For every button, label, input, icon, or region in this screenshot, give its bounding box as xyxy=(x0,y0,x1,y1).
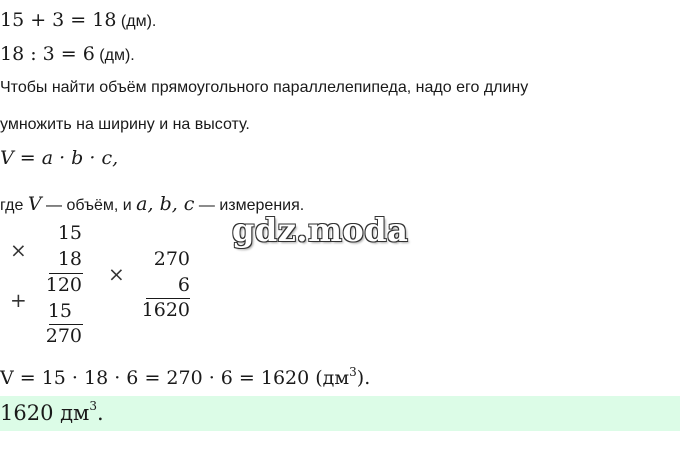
legend-prefix: где xyxy=(0,197,24,214)
answer-exponent: 3 xyxy=(89,399,98,413)
multiply-sign-1: × xyxy=(10,238,27,262)
partial-product-2: 15 xyxy=(47,300,72,322)
volume-calc-text: V = 15 · 18 · 6 = 270 · 6 = 1620 (дм xyxy=(0,367,350,389)
gdz-watermark-logo: gdz.moda xyxy=(232,211,409,249)
legend-middle: — объём, и xyxy=(46,197,132,214)
plus-sign: + xyxy=(10,288,27,312)
explanation-line-2: умножить на ширину и на высоту. xyxy=(0,116,250,133)
answer-value: 1620 дм xyxy=(0,401,90,425)
multiply-sign-2: × xyxy=(108,262,125,286)
explanation-line-1: Чтобы найти объём прямоугольного параллелепипеда, надо его длину xyxy=(0,79,529,96)
product-2: 1620 xyxy=(141,299,190,321)
product-1: 270 xyxy=(45,325,82,347)
equation-line-1 xyxy=(0,9,156,31)
factor-top-2: 270 xyxy=(153,248,190,270)
factor-bottom-2: 6 xyxy=(177,274,190,296)
formula-rhs: = a · b · c, xyxy=(19,147,119,169)
volume-formula xyxy=(0,147,118,169)
answer-end: . xyxy=(97,401,104,425)
formula-lhs: V xyxy=(0,147,14,169)
volume-calc-end: ). xyxy=(356,367,371,389)
equation-1-math: 15 + 3 = 18 xyxy=(0,9,117,31)
factor-top-1: 15 xyxy=(57,222,82,244)
equation-line-2 xyxy=(0,43,135,65)
equation-2-math: 18 : 3 = 6 xyxy=(0,43,95,65)
column-multiplication-2 xyxy=(100,220,200,320)
answer xyxy=(0,401,104,425)
column-multiplication-1 xyxy=(0,220,100,350)
legend-vars-abc: a, b, c xyxy=(136,193,195,215)
legend-var-v: V xyxy=(27,193,42,215)
volume-calc-exponent: 3 xyxy=(349,365,357,379)
equation-2-unit: (дм). xyxy=(99,47,135,64)
factor-bottom-1: 18 xyxy=(57,248,82,270)
partial-product-1: 120 xyxy=(45,274,82,296)
volume-calculation xyxy=(0,367,370,389)
legend-suffix: — измерения. xyxy=(198,197,305,214)
equation-1-unit: (дм). xyxy=(120,13,157,30)
